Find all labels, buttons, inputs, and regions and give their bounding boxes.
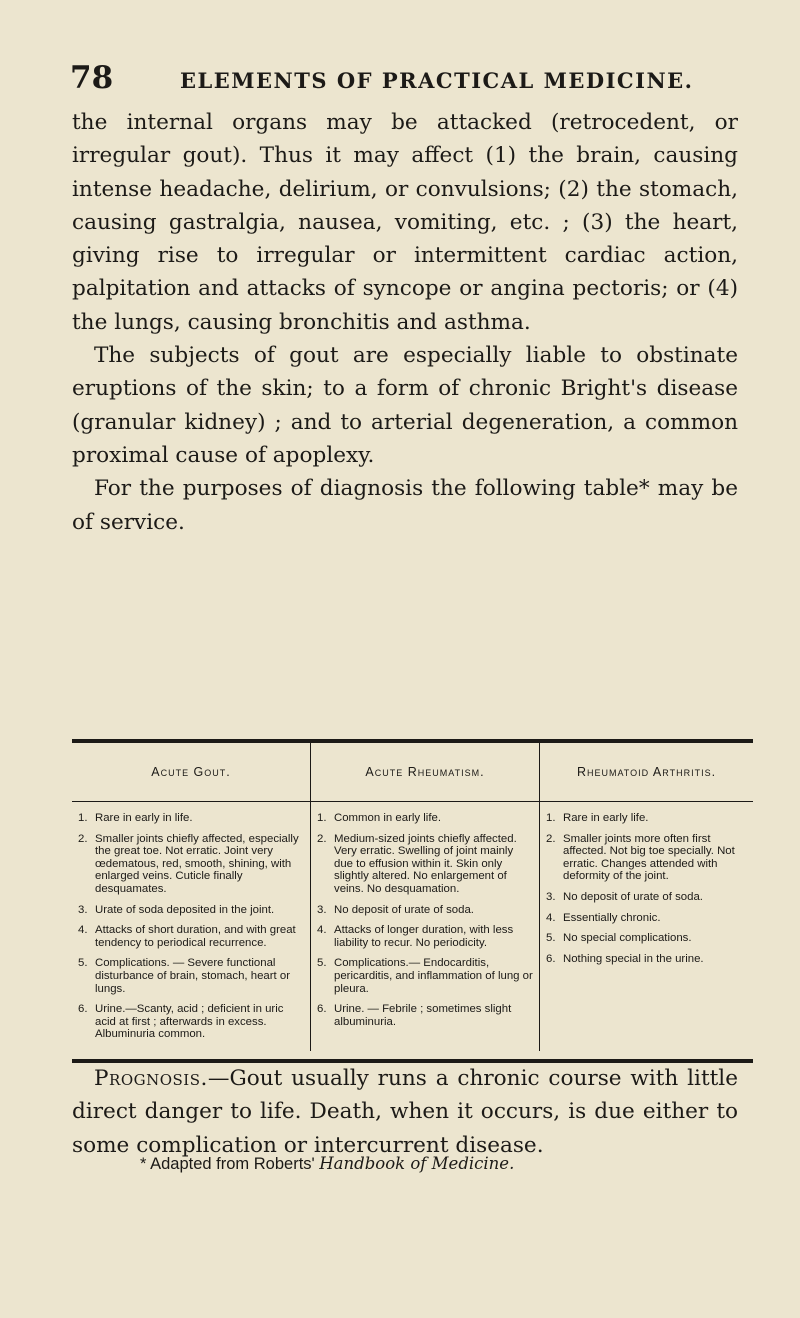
item-text: Smaller joints more often first affected. Not big toe specially. Not erratic. Changes attended with deformity of the joint.: [563, 832, 735, 883]
item-number: 5.: [317, 957, 327, 970]
item-text: Rare in early life.: [563, 812, 649, 824]
paragraph-2: The subjects of gout are especially liable to obstinate eruptions of the skin; to a form of chronic Bright's disease (granular kidney) ; and to arterial degeneration, a common proximal cause of apoplexy.: [72, 343, 738, 468]
item-text: Attacks of short duration, and with great tendency to periodical recurrence.: [95, 924, 296, 949]
footnote-title: Handbook of Medicine.: [319, 1154, 515, 1173]
item-number: 4.: [317, 924, 327, 937]
item-text: Complications.— Endocarditis, pericarditis, and inflammation of lung or pleura.: [334, 957, 533, 995]
table-item: [317, 1003, 533, 1028]
prognosis-paragraph: [72, 1062, 738, 1162]
running-head: ELEMENTS OF PRACTICAL MEDICINE.: [180, 68, 694, 93]
table-item: [317, 957, 533, 995]
item-text: Urine. — Febrile ; sometimes slight albuminuria.: [334, 1003, 512, 1028]
item-number: 4.: [78, 924, 88, 937]
column-rheumatoid-arthritis: [540, 802, 753, 1051]
table-item: [546, 891, 747, 904]
item-text: No deposit of urate of soda.: [563, 890, 703, 903]
header-acute-gout: Acute Gout.: [72, 743, 311, 801]
footnote: [140, 1154, 760, 1174]
table-item: [317, 812, 533, 825]
item-text: Nothing special in the urine.: [563, 952, 704, 965]
prognosis-text: —Gout usually runs a chronic course with little direct danger to life. Death, when it occurs, is due either to some complication or intercurrent disease.: [72, 1066, 738, 1158]
table-item: [78, 833, 304, 896]
item-number: 5.: [546, 932, 556, 945]
item-number: 3.: [317, 903, 327, 916]
item-number: 6.: [546, 952, 556, 965]
page-number: 78: [70, 60, 114, 96]
body-text: [72, 106, 738, 539]
table-item: [78, 812, 304, 825]
footnote-marker: *: [140, 1155, 147, 1173]
page-header: [70, 60, 760, 96]
header-acute-rheumatism: Acute Rheumatism.: [311, 743, 540, 801]
item-text: Common in early life.: [334, 812, 441, 824]
table-item: [317, 924, 533, 949]
table-item: [78, 957, 304, 995]
diagnosis-table: [72, 739, 753, 1063]
column-acute-gout: [72, 802, 311, 1051]
item-number: 6.: [78, 1003, 88, 1016]
header-rheumatoid-arthritis: Rheumatoid Arthritis.: [576, 764, 717, 779]
paragraph-3: For the purposes of diagnosis the following table* may be of service.: [72, 476, 738, 535]
column-acute-rheumatism: [311, 802, 540, 1051]
item-text: Essentially chronic.: [563, 911, 661, 924]
item-number: 2.: [317, 832, 327, 845]
footnote-text: Adapted from Roberts': [150, 1155, 315, 1173]
paragraph-1: the internal organs may be attacked (retrocedent, or irregular gout). Thus it may affect (1) the brain, causing intense headache, delirium, or convulsions; (2) the stomach, causing gastralgia, nausea, vomiting, etc. ; (3) the heart, giving rise to irregular or intermittent cardiac action, palpitation and attacks of syncope or angina pectoris; or (4) the lungs, causing bronchitis and asthma.: [72, 110, 738, 335]
table-item: [78, 904, 304, 917]
table-header-row: [72, 743, 753, 802]
item-text: Rare in early in life.: [95, 812, 193, 824]
item-text: Complications. — Severe functional disturbance of brain, stomach, heart or lungs.: [95, 957, 291, 995]
item-number: 1.: [546, 812, 556, 824]
item-text: Medium-sized joints chiefly affected. Very erratic. Swelling of joint mainly due to effusion within it. Skin only slightly altered. No enlargement of veins. No desquamation.: [334, 832, 517, 895]
item-number: 1.: [78, 812, 88, 824]
table-item: [546, 833, 747, 883]
prognosis-label: Prognosis.: [94, 1066, 208, 1091]
table-item: [317, 833, 533, 896]
item-number: 2.: [78, 832, 88, 845]
table-item: [546, 932, 747, 945]
item-number: 3.: [78, 903, 88, 916]
table-item: [78, 1003, 304, 1041]
item-number: 3.: [546, 890, 556, 903]
item-text: Smaller joints chiefly affected, especially the great toe. Not erratic. Joint very œdematous, red, smooth, shining, with enlarged veins. Cuticle finally desquamates.: [95, 832, 299, 895]
item-number: 1.: [317, 812, 327, 824]
table-item: [78, 924, 304, 949]
table-item: [546, 912, 747, 925]
item-text: Urate of soda deposited in the joint.: [95, 903, 275, 916]
table-item: [546, 812, 747, 825]
item-number: 2.: [546, 832, 556, 845]
item-number: 5.: [78, 957, 88, 970]
item-text: Attacks of longer duration, with less liability to recur. No periodicity.: [334, 924, 514, 949]
item-text: Urine.—Scanty, acid ; deficient in uric acid at first ; afterwards in excess. Albuminuria common.: [95, 1003, 284, 1041]
table-item: [317, 904, 533, 917]
item-text: No deposit of urate of soda.: [334, 903, 474, 916]
item-text: No special complications.: [563, 932, 692, 945]
table-item: [546, 953, 747, 966]
item-number: 6.: [317, 1003, 327, 1016]
item-number: 4.: [546, 911, 556, 924]
table-body: [72, 802, 753, 1051]
